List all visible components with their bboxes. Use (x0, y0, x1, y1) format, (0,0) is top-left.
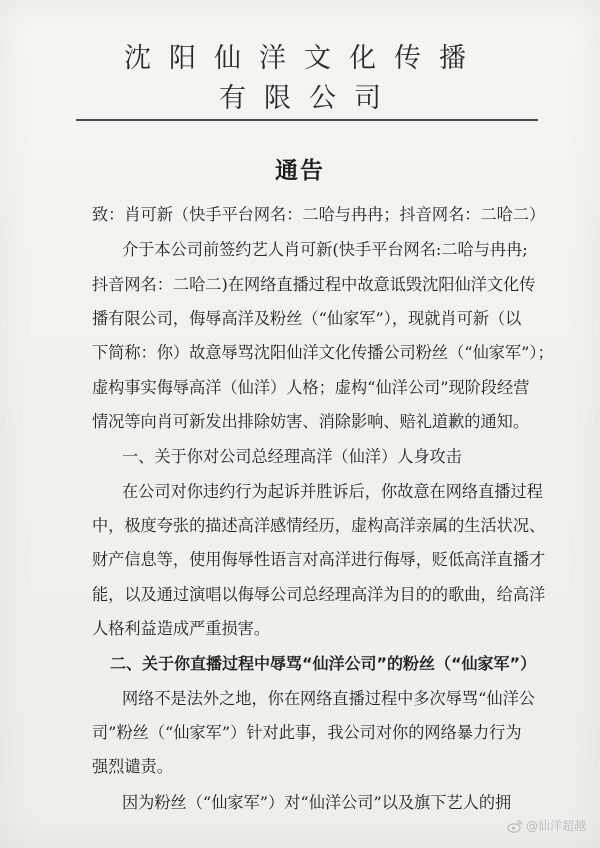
body-line: 播有限公司，侮辱高洋及粉丝（“仙家军”），现就肖可新（以 (92, 309, 522, 328)
body-line: 财产信息等，使用侮辱性语言对高洋进行侮辱，贬低高洋直播才 (92, 550, 546, 569)
notice-title: 通告 (275, 158, 325, 184)
body-line: 情况等向肖可新发出排除妨害、消除影响、赔礼道歉的通知。 (92, 412, 530, 431)
watermark-text: @仙洋超越 (525, 819, 586, 833)
body-line: 能，以及通过演唱以侮辱公司总经理高洋为目的的歌曲，给高洋 (92, 585, 546, 604)
body-line: 抖音网名：二哈二)在网络直播过程中故意诋毁沈阳仙洋文化传 (92, 275, 536, 294)
body-line: 下简称：你）故意辱骂沈阳仙洋文化传播公司粉丝（“仙家军”）； (92, 343, 554, 362)
body-line: 人格利益造成严重损害。 (92, 619, 271, 638)
body-line: 网络不是法外之地，你在网络直播过程中多次辱骂“仙洋公 (122, 689, 535, 708)
body-line: 因为粉丝（“仙家军”）对“仙洋公司”以及旗下艺人的拥 (122, 793, 512, 812)
section-heading-1: 一、关于你对公司总经理高洋（仙洋）人身攻击 (122, 447, 462, 466)
weibo-icon (507, 818, 523, 834)
letterhead-divider (76, 119, 538, 121)
letterhead-company-name: 沈阳仙洋文化传播 (124, 43, 484, 74)
letterhead-company-suffix: 有限公司 (219, 83, 399, 114)
section-heading-2: 二、关于你直播过程中辱骂“仙洋公司”的粉丝（“仙家军”） (110, 654, 537, 673)
body-line: 虚构事实侮辱高洋（仙洋）人格；虚构“仙洋公司”现阶段经营 (92, 378, 530, 397)
addressee-line: 致：肖可新（快手平台网名：二哈与冉冉；抖音网名：二哈二） (92, 205, 546, 224)
watermark (507, 817, 586, 834)
body-line: 在公司对你违约行为起诉并胜诉后，你故意在网络直播过程 (122, 482, 543, 501)
body-line: 中，极度夸张的描述高洋感情经历，虚构高洋亲属的生活状况、 (92, 516, 546, 535)
body-line: 强烈谴责。 (92, 757, 173, 776)
body-line: 介于本公司前签约艺人肖可新(快手平台网名:二哈与冉冉; (122, 240, 528, 259)
body-line: 司”粉丝（“仙家军”）针对此事，我公司对你的网络暴力行为 (92, 723, 522, 742)
